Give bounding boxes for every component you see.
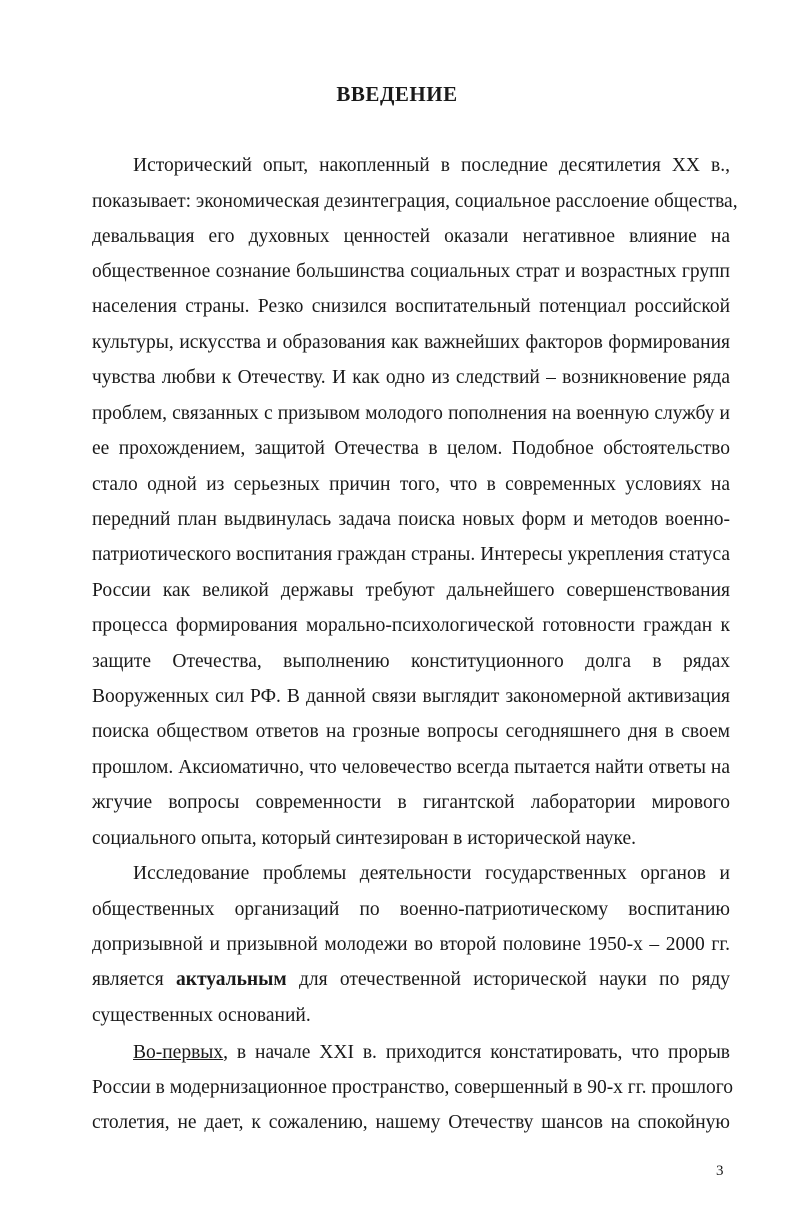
text-line: общественное сознание большинства социальных страт и возрастных групп xyxy=(92,261,730,282)
text-line: проблем, связанных с призывом молодого пополнения на военную службу и xyxy=(92,403,730,424)
text-line: патриотического воспитания граждан страны. Интересы укрепления статуса xyxy=(92,544,730,565)
text-line: поиска обществом ответов на грозные вопросы сегодняшнего дня в своем xyxy=(92,721,730,742)
text-line: ее прохождением, защитой Отечества в целом. Подобное обстоятельство xyxy=(92,438,730,459)
text-line: жгучие вопросы современности в гигантской лаборатории мирового xyxy=(92,792,730,813)
text-line: защите Отечества, выполнению конституционного долга в рядах xyxy=(92,651,730,672)
text-line: прошлом. Аксиоматично, что человечество всегда пытается найти ответы на xyxy=(92,757,730,778)
text-line: Исторический опыт, накопленный в последние десятилетия XX в., xyxy=(133,155,730,176)
underlined-text: Во-первых xyxy=(133,1042,224,1063)
text-span: , в начале XXI в. приходится констатировать, что прорыв xyxy=(223,1042,730,1063)
text-line: передний план выдвинулась задача поиска новых форм и методов военно- xyxy=(92,509,730,530)
emphasis-text: актуальным xyxy=(175,969,287,990)
text-line: социального опыта, который синтезирован в исторической науке. xyxy=(92,828,637,849)
text-line: показывает: экономическая дезинтеграция, социальное расслоение общества, xyxy=(92,191,738,212)
text-line xyxy=(92,967,730,993)
text-line: допризывной и призывной молодежи во второй половине 1950-х – 2000 гг. xyxy=(92,934,730,955)
text-span: для отечественной исторической науки по ряду xyxy=(286,969,730,990)
text-line: населения страны. Резко снизился воспитательный потенциал российской xyxy=(92,296,730,317)
text-line: Вооруженных сил РФ. В данной связи выглядит закономерной активизация xyxy=(92,686,730,707)
text-line: России как великой державы требуют дальнейшего совершенствования xyxy=(92,580,730,601)
text-line xyxy=(133,1040,730,1066)
text-line: стало одной из серьезных причин того, что в современных условиях на xyxy=(92,474,730,495)
text-line: России в модернизационное пространство, совершенный в 90-х гг. прошлого xyxy=(92,1077,734,1098)
text-line: чувства любви к Отечеству. И как одно из следствий – возникновение ряда xyxy=(92,367,730,388)
text-line: Исследование проблемы деятельности государственных органов и xyxy=(133,863,730,884)
text-line: процесса формирования морально-психологической готовности граждан к xyxy=(92,615,730,636)
page-number: 3 xyxy=(716,1163,724,1179)
text-line: девальвация его духовных ценностей оказали негативное влияние на xyxy=(92,226,730,247)
text-line: культуры, искусства и образования как важнейших факторов формирования xyxy=(92,332,730,353)
text-line: существенных оснований. xyxy=(92,1005,311,1026)
page-title: ВВЕДЕНИЕ xyxy=(336,82,458,106)
text-span: является xyxy=(92,969,176,990)
text-line: общественных организаций по военно-патриотическому воспитанию xyxy=(92,899,730,920)
text-line: столетия, не дает, к сожалению, нашему Отечеству шансов на спокойную xyxy=(92,1112,730,1133)
